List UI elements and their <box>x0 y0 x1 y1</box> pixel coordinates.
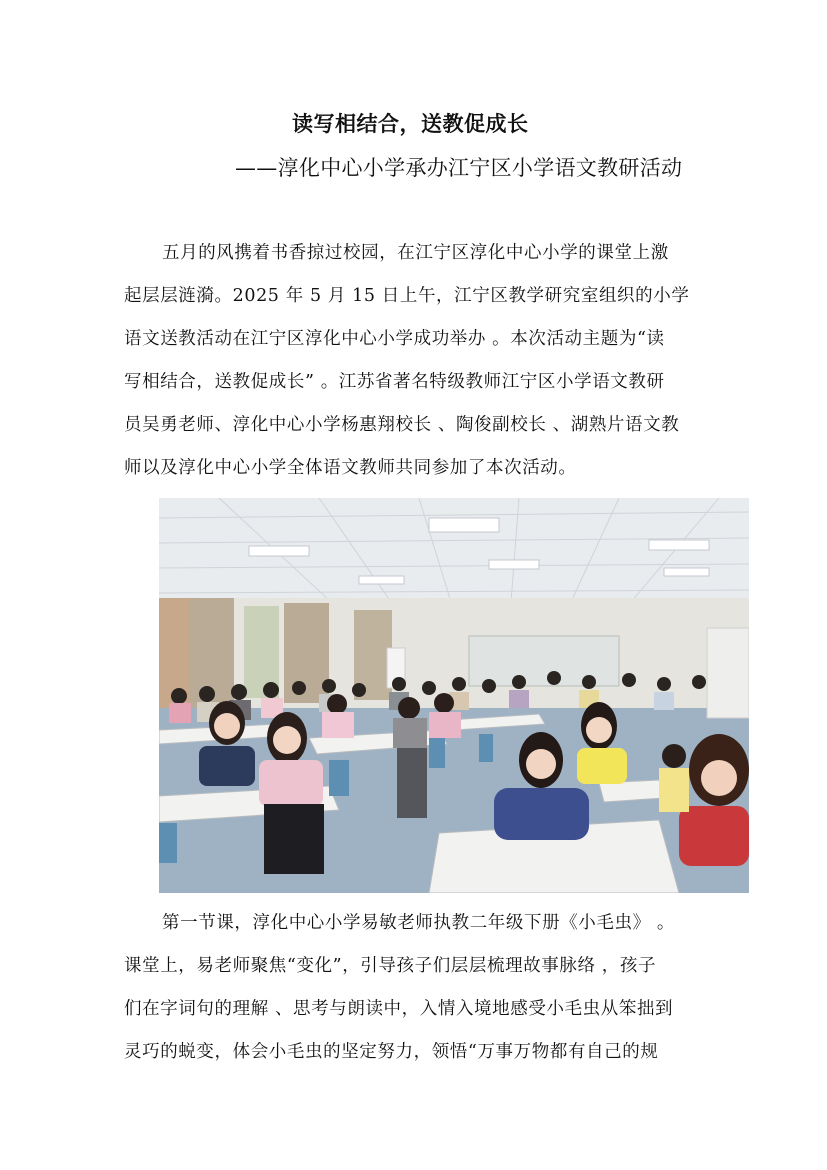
paragraph-line: 五月的风携着书香掠过校园，在江宁区淳化中心小学的课堂上激 <box>162 243 669 263</box>
paragraph-line: 写相结合，送教促成长” 。江苏省著名特级教师江宁区小学语文教研 <box>124 372 665 392</box>
side-door <box>707 628 749 718</box>
paragraph-line: 语文送教活动在江宁区淳化中心小学成功举办 。本次活动主题为“读 <box>124 329 665 349</box>
paragraph-line: 起层层涟漪。2025 年 5 月 15 日上午，江宁区教学研究室组织的小学 <box>124 286 690 306</box>
paragraph-line: 师以及淳化中心小学全体语文教师共同参加了本次活动。 <box>124 458 577 478</box>
whiteboard <box>469 636 619 686</box>
classroom-photo <box>159 498 749 893</box>
paragraph-lesson <box>124 902 704 1074</box>
article-title: 读写相结合，送教促成长 <box>292 112 529 136</box>
paragraph-line: 们在字词句的理解 、思考与朗读中，入情入境地感受小毛虫从笨拙到 <box>124 999 674 1019</box>
paragraph-line: 第一节课，淳化中心小学易敏老师执教二年级下册《小毛虫》 。 <box>162 913 675 933</box>
classroom-illustration <box>159 498 749 893</box>
paragraph-line: 员吴勇老师、淳化中心小学杨惠翔校长 、陶俊副校长 、湖熟片语文教 <box>124 415 680 435</box>
paragraph-line: 课堂上，易老师聚焦“变化”，引导孩子们层层梳理故事脉络 ，孩子 <box>124 956 657 976</box>
curtain <box>284 603 329 703</box>
paragraph-line: 灵巧的蜕变，体会小毛虫的坚定努力，领悟“万事万物都有自己的规 <box>124 1042 659 1062</box>
article-subtitle: ——淳化中心小学承办江宁区小学语文教研活动 <box>235 156 683 180</box>
paragraph-intro <box>124 232 704 490</box>
